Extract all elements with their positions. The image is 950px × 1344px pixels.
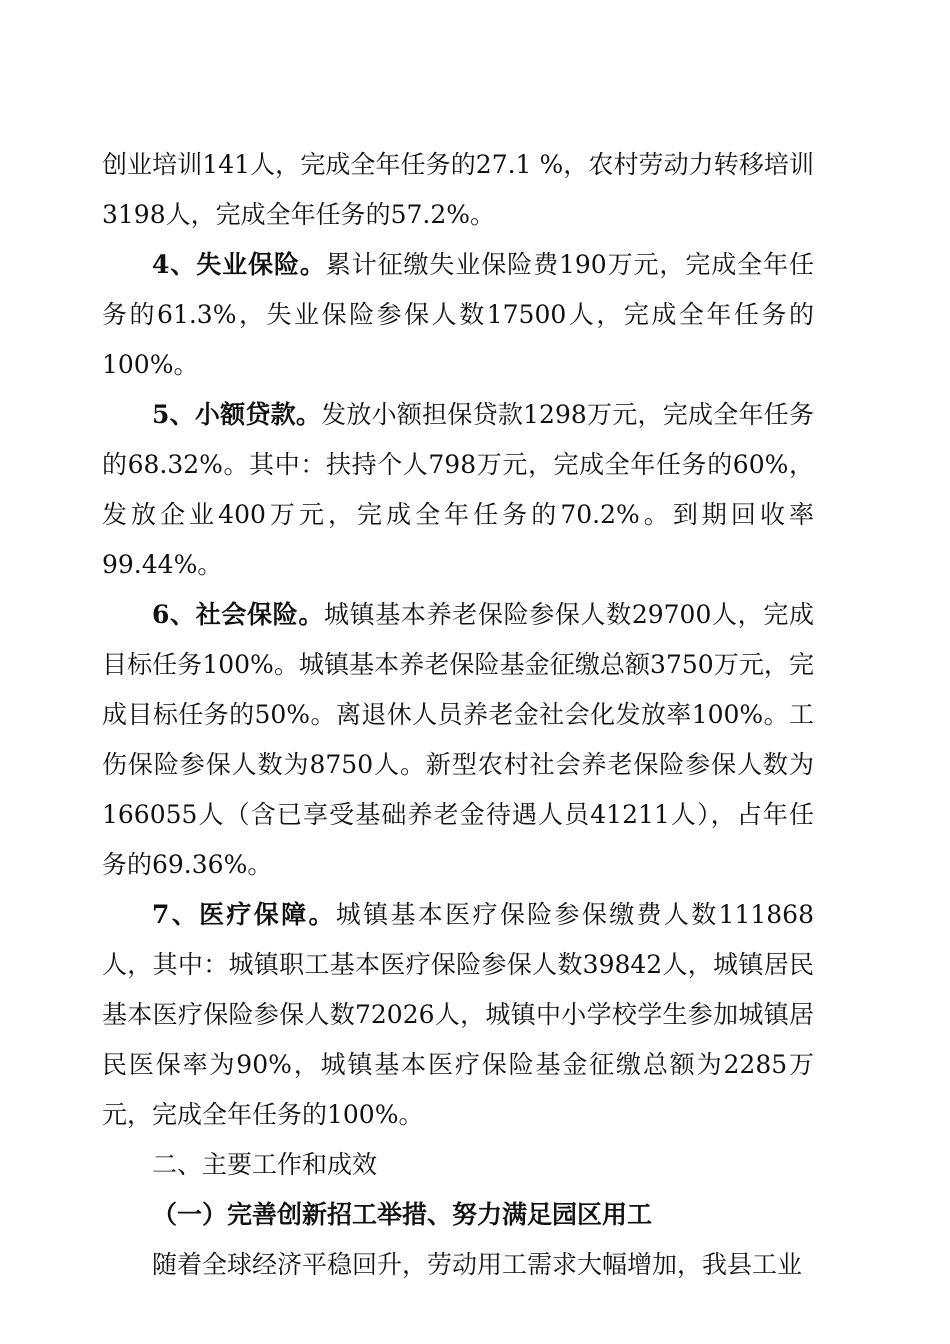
paragraph-recruitment: 随着全球经济平稳回升，劳动用工需求大幅增加，我县工业 xyxy=(152,1250,803,1279)
paragraph-unemployment-insurance xyxy=(102,240,814,390)
paragraph-heading: 7、医疗保障。 xyxy=(152,900,336,929)
paragraph-text: 累计征缴失业保险费190万元，完成全年任务的61.3%，失业保险参保人数17500人，完成全年任务的100%。 xyxy=(102,250,814,379)
section-title: 二、主要工作和成效 xyxy=(152,1150,378,1179)
paragraph-small-loans xyxy=(102,390,814,590)
paragraph-heading: 4、失业保险。 xyxy=(152,250,326,279)
subsection-title: （一）完善创新招工举措、努力满足园区用工 xyxy=(152,1200,653,1229)
paragraph-training xyxy=(102,140,814,240)
paragraph-text: 创业培训141人，完成全年任务的27.1 %，农村劳动力转移培训3198人，完成全年任务的57.2%。 xyxy=(102,150,814,229)
paragraph-text: 城镇基本医疗保险参保缴费人数111868人，其中：城镇职工基本医疗保险参保人数39842人，城镇居民基本医疗保险参保人数72026人，城镇中小学校学生参加城镇居民医保率为90%，城镇基本医疗保险基金征缴总额为2285万元，完成全年任务的100%。 xyxy=(102,900,814,1129)
paragraph-heading: 5、小额贷款。 xyxy=(152,400,322,429)
paragraph-heading: 6、社会保险。 xyxy=(152,600,324,629)
paragraph-text: 发放小额担保贷款1298万元，完成全年任务的68.32%。其中：扶持个人798万元，完成全年任务的60%，发放企业400万元，完成全年任务的70.2%。到期回收率99.44%。 xyxy=(102,400,814,579)
document-body xyxy=(102,140,814,1290)
paragraph-social-insurance xyxy=(102,590,814,890)
paragraph-medical-security xyxy=(102,890,814,1140)
paragraph-text: 城镇基本养老保险参保人数29700人，完成目标任务100%。城镇基本养老保险基金征缴总额3750万元，完成目标任务的50%。离退休人员养老金社会化发放率100%。工伤保险参保人数为8750人。新型农村社会养老保险参保人数为166055人（含已享受基础养老金待遇人员41211人），占年任务的69.36%。 xyxy=(102,600,814,879)
